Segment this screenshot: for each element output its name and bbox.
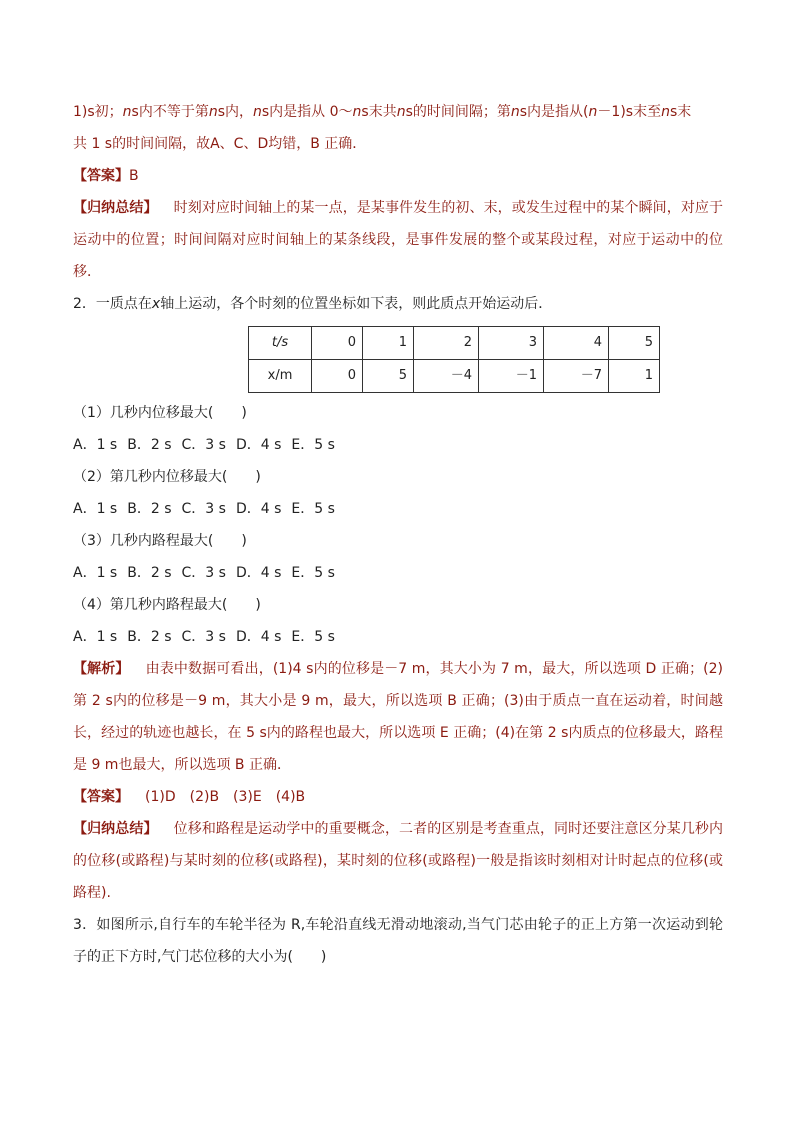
var-x: x [151,296,161,312]
analysis-text: 由表中数据可看出，(1)4 s内的位移是－7 m，其大小为 7 m，最大，所以选项 D 正确；(2)第 2 s内的位移是－9 m，其大小是 9 m，最大，所以选项 B 正确；(3)由于质点一直在运动着，时间越长，经过的轨迹也越长，在 5 s内的路程也最大，所以选项 E 正确；(4)在第 2 s内质点的位移最大，路程是 9 m也最大，所以选项 B 正确． [73,661,724,773]
option-c: C．3 s [181,501,226,517]
text-span: s末 [669,104,692,120]
table-header-t: t/s [249,327,312,360]
summary-text: 时刻对应时间轴上的某一点，是某事件发生的初、末，或发生过程中的某个瞬间，对应于运动中的位置；时间间隔对应时间轴上的某条线段，是事件发展的整个或某段过程，对应于运动中的位移． [73,200,724,280]
q2-stem-a: 2．一质点在 [73,296,152,312]
analysis-label: 【解析】 [73,661,130,677]
var-n: n [122,104,132,120]
text-span: s内是指从( [519,104,589,120]
answer-value: (1)D (2)B (3)E (4)B [145,789,306,805]
var-n: n [396,104,406,120]
text-span: 1)s初； [73,104,123,120]
q2-sub2-options [73,493,723,525]
text-span: s内不等于第 [131,104,209,120]
table-cell: －4 [414,360,479,393]
text-span: s内是指从 0～ [261,104,353,120]
q2-sub4-options [73,621,723,653]
table-cell: 5 [363,360,414,393]
table-cell: 2 [414,327,479,360]
option-b: B．2 s [127,437,172,453]
option-d: D．4 s [235,501,282,517]
prev-explanation-line1 [73,96,723,128]
option-c: C．3 s [181,565,226,581]
option-a: A．1 s [73,629,118,645]
table-row [249,327,660,360]
option-e: E．5 s [291,501,335,517]
option-d: D．4 s [235,437,282,453]
summary-text: 位移和路程是运动学中的重要概念，二者的区别是考查重点，同时还要注意区分某几秒内的位移(或路程)与某时刻的位移(或路程)，某时刻的位移(或路程)一般是指该时刻相对计时起点的位移(或路程). [73,821,724,901]
var-n: n [208,104,218,120]
var-n: n [510,104,520,120]
table-cell: 0 [312,360,363,393]
table-cell: －1 [479,360,544,393]
var-n: n [352,104,362,120]
summary-label: 【归纳总结】 [73,200,158,216]
table-cell: 4 [544,327,609,360]
q2-answer [73,781,723,813]
q2-sub4: （4）第几秒内路程最大( ) [73,597,261,613]
option-e: E．5 s [291,437,335,453]
table-cell: 0 [312,327,363,360]
summary-1 [73,192,723,288]
table-cell: －7 [544,360,609,393]
text-span: s的时间间隔；第 [405,104,511,120]
table-row [249,360,660,393]
q2-analysis [73,653,723,781]
answer-label: 【答案】 [73,168,129,184]
option-e: E．5 s [291,629,335,645]
document-content [73,96,723,973]
var-n: n [588,104,598,120]
option-c: C．3 s [181,629,226,645]
q2-sub1: （1）几秒内位移最大( ) [73,405,247,421]
q2-sub1-options [73,429,723,461]
option-e: E．5 s [291,565,335,581]
q2-sub3-options [73,557,723,589]
option-b: B．2 s [127,629,172,645]
table-cell: 5 [609,327,660,360]
answer-label: 【答案】 [73,789,129,805]
text-span: －1)s末至 [597,104,662,120]
table-cell: 3 [479,327,544,360]
option-a: A．1 s [73,437,118,453]
q2-stem [73,288,723,320]
option-a: A．1 s [73,501,118,517]
summary-label: 【归纳总结】 [73,821,158,837]
var-n: n [253,104,262,120]
q2-sub2: （2）第几秒内位移最大( ) [73,469,261,485]
text-span: s内， [217,104,254,120]
option-b: B．2 s [127,501,172,517]
option-d: D．4 s [235,629,282,645]
q2-summary [73,813,723,909]
position-table [248,326,660,393]
q2-sub3: （3）几秒内路程最大( ) [73,533,247,549]
option-c: C．3 s [181,437,226,453]
text-span: s末共 [361,104,397,120]
answer-1 [73,160,723,192]
table-cell: 1 [363,327,414,360]
q3-stem: 3．如图所示,自行车的车轮半径为 R,车轮沿直线无滑动地滚动,当气门芯由轮子的正上方第一次运动到轮子的正下方时,气门芯位移的大小为( ) [73,917,723,965]
option-a: A．1 s [73,565,118,581]
table-cell: 1 [609,360,660,393]
prev-explanation-line2: 共 1 s的时间间隔，故A、C、D均错，B 正确． [73,136,367,152]
q2-stem-b: 轴上运动，各个时刻的位置坐标如下表，则此质点开始运动后． [160,296,553,312]
answer-value: B [129,168,139,184]
table-header-x: x/m [249,360,312,393]
var-n: n [661,104,670,120]
option-d: D．4 s [235,565,282,581]
option-b: B．2 s [127,565,172,581]
